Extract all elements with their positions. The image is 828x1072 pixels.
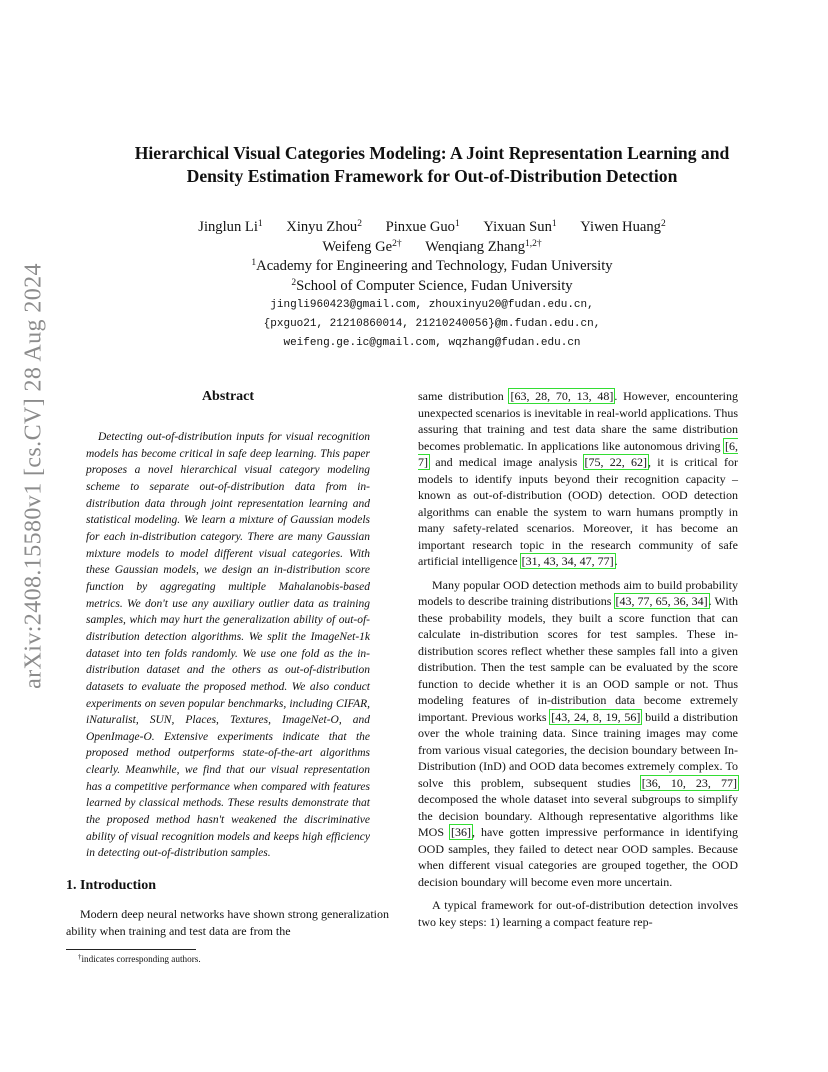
paper-title	[60, 142, 804, 188]
citation-link[interactable]: [6, 7]	[418, 438, 738, 469]
arxiv-id-label: arXiv:2408.15580v1 [cs.CV] 28 Aug 2024	[20, 263, 47, 689]
email-block	[60, 296, 804, 353]
email-line: {pxguo21, 21210860014, 21210240056}@m.fudan.edu.cn,	[263, 318, 601, 330]
citation-link[interactable]: [43, 24, 8, 19, 56]	[551, 709, 641, 724]
author: Jinglun Li$^1$	[198, 219, 263, 235]
citation-link[interactable]: [31, 43, 34, 47, 77]	[521, 554, 614, 568]
author: Yixuan Sun$^1$	[483, 219, 557, 235]
author: Pinxue Guo$^1$	[385, 219, 460, 235]
author-line-1	[60, 218, 804, 238]
arxiv-watermark	[0, 0, 64, 1072]
intro-paragraph: Many popular OOD detection methods aim to build probability models to describe training distributions [43, 77, 65, 36, 34]. With these probability models, they built a score function that can calculate in-distribution scores for test samples. These in-distribution scores reflect whether these samples fall into a given distribution. Then the test sample can be evaluated by the score function to decide whether it is an OOD sample or not. Thus modeling features of in-distribution data become extremely important. Previous works [43, 24, 8, 19, 56] build a distribution over the whole training data. Since training images may come from various visual categories, the decision boundary between In-Distribution (InD) and OOD data becomes extremely complex. To solve this problem, subsequent studies [36, 10, 23, 77] decomposed the whole dataset into several subgroups to simplify the decision boundary. Although representative algorithms like MOS [36], have gotten impressive performance in identifying OOD samples, they failed to detect near OOD samples. Because when different visual categories are grouped together, the OOD decision boundary will become even more uncertain.	[418, 577, 739, 889]
author: Yiwen Huang$^2$	[580, 219, 666, 235]
footnote-divider	[66, 949, 196, 950]
citation-link[interactable]: [36]	[450, 825, 471, 839]
email-line: weifeng.ge.ic@gmail.com, wqzhang@fudan.edu.cn	[283, 337, 581, 349]
intro-paragraph: same distribution [63, 28, 70, 13, 48]. However, encountering unexpected scenarios is inevitable in real-world applications. Thus assuring that training and test data share the same distribution becomes problematic. In applications like autonomous driving [6, 7] and medical image analysis [75, 22, 62], it is critical for models to identify inputs beyond their recognition capacity – known as out-of-distribution (OOD) detection. OOD detection algorithms can enable the system to warn humans promptly in many safety-related scenarios. Moreover, it has become an important research topic in the research community of safe artificial intelligence [31, 43, 34, 47, 77].	[418, 389, 738, 568]
intro-paragraph: A typical framework for out-of-distribution detection involves two key steps: 1) learning a compact feature rep-	[418, 898, 738, 929]
citation-link[interactable]: [36, 10, 23, 77]	[641, 775, 737, 790]
author: Xinyu Zhou$^2$	[286, 219, 362, 235]
abstract-text: Detecting out-of-distribution inputs for visual recognition models has become critical in safe deep learning. This paper proposes a novel hierarchical visual category modeling scheme to separate out-of-distribution data from in-distribution data through joint representation learning and statistical modeling. We learn a mixture of Gaussian models for each in-distribution category. There are many Gaussian mixture models to model different visual categories. With these Gaussian models, we design an in-distribution score function by aggregating multiple Mahalanobis-based metrics. We don't use any auxiliary outlier data as training samples, which may hurt the generalization ability of out-of-distribution detection algorithms. We split the ImageNet-1k dataset into ten folds randomly. We use one fold as the in-distribution dataset and the others as out-of-distribution datasets to evaluate the proposed method. We also conduct experiments on seven popular benchmarks, including CIFAR, iNaturalist, SUN, Places, Textures, ImageNet-O, and OpenImage-O. Extensive experiments indicate that the proposed method outperforms state-of-the-art algorithms clearly. Meanwhile, we find that our visual representation has a competitive performance when compared with features learned by classical methods. These results demonstrate that the proposed method hasn't weakened the discriminative ability of visual recognition models and keeps high efficiency in detecting out-of-distribution samples.	[86, 431, 370, 860]
citation-link[interactable]: [43, 77, 65, 36, 34]	[615, 594, 708, 608]
title-line-1: Hierarchical Visual Categories Modeling: A Joint Representation Learning and	[134, 143, 730, 163]
affiliation: $^2$School of Computer Science, Fudan University	[291, 277, 573, 294]
footnote: †indicates corresponding authors.	[78, 953, 201, 964]
affiliation: $^1$Academy for Engineering and Technology, Fudan University	[251, 258, 613, 274]
author: Weifeng $Ge^{2\dagger}$	[322, 238, 402, 255]
right-column	[418, 388, 738, 937]
citation-link[interactable]: [75, 22, 62]	[584, 455, 648, 469]
author-line-2	[60, 238, 804, 258]
title-line-2: Density Estimation Framework for Out-of-Distribution Detection	[186, 166, 678, 186]
intro-paragraph: Modern deep neural networks have shown strong generalization ability when training and test data are from the	[66, 907, 389, 938]
abstract-heading: Abstract	[201, 389, 255, 404]
citation-link[interactable]: [63, 28, 70, 13, 48]	[510, 389, 614, 403]
introduction-heading: 1. Introduction	[66, 878, 156, 893]
author-block	[60, 218, 804, 296]
email-line: jingli960423@gmail.com, zhouxinyu20@fudan.edu.cn,	[270, 299, 594, 311]
author: Wenqiang Zhang$^{1,2\dagger}$	[425, 238, 542, 255]
